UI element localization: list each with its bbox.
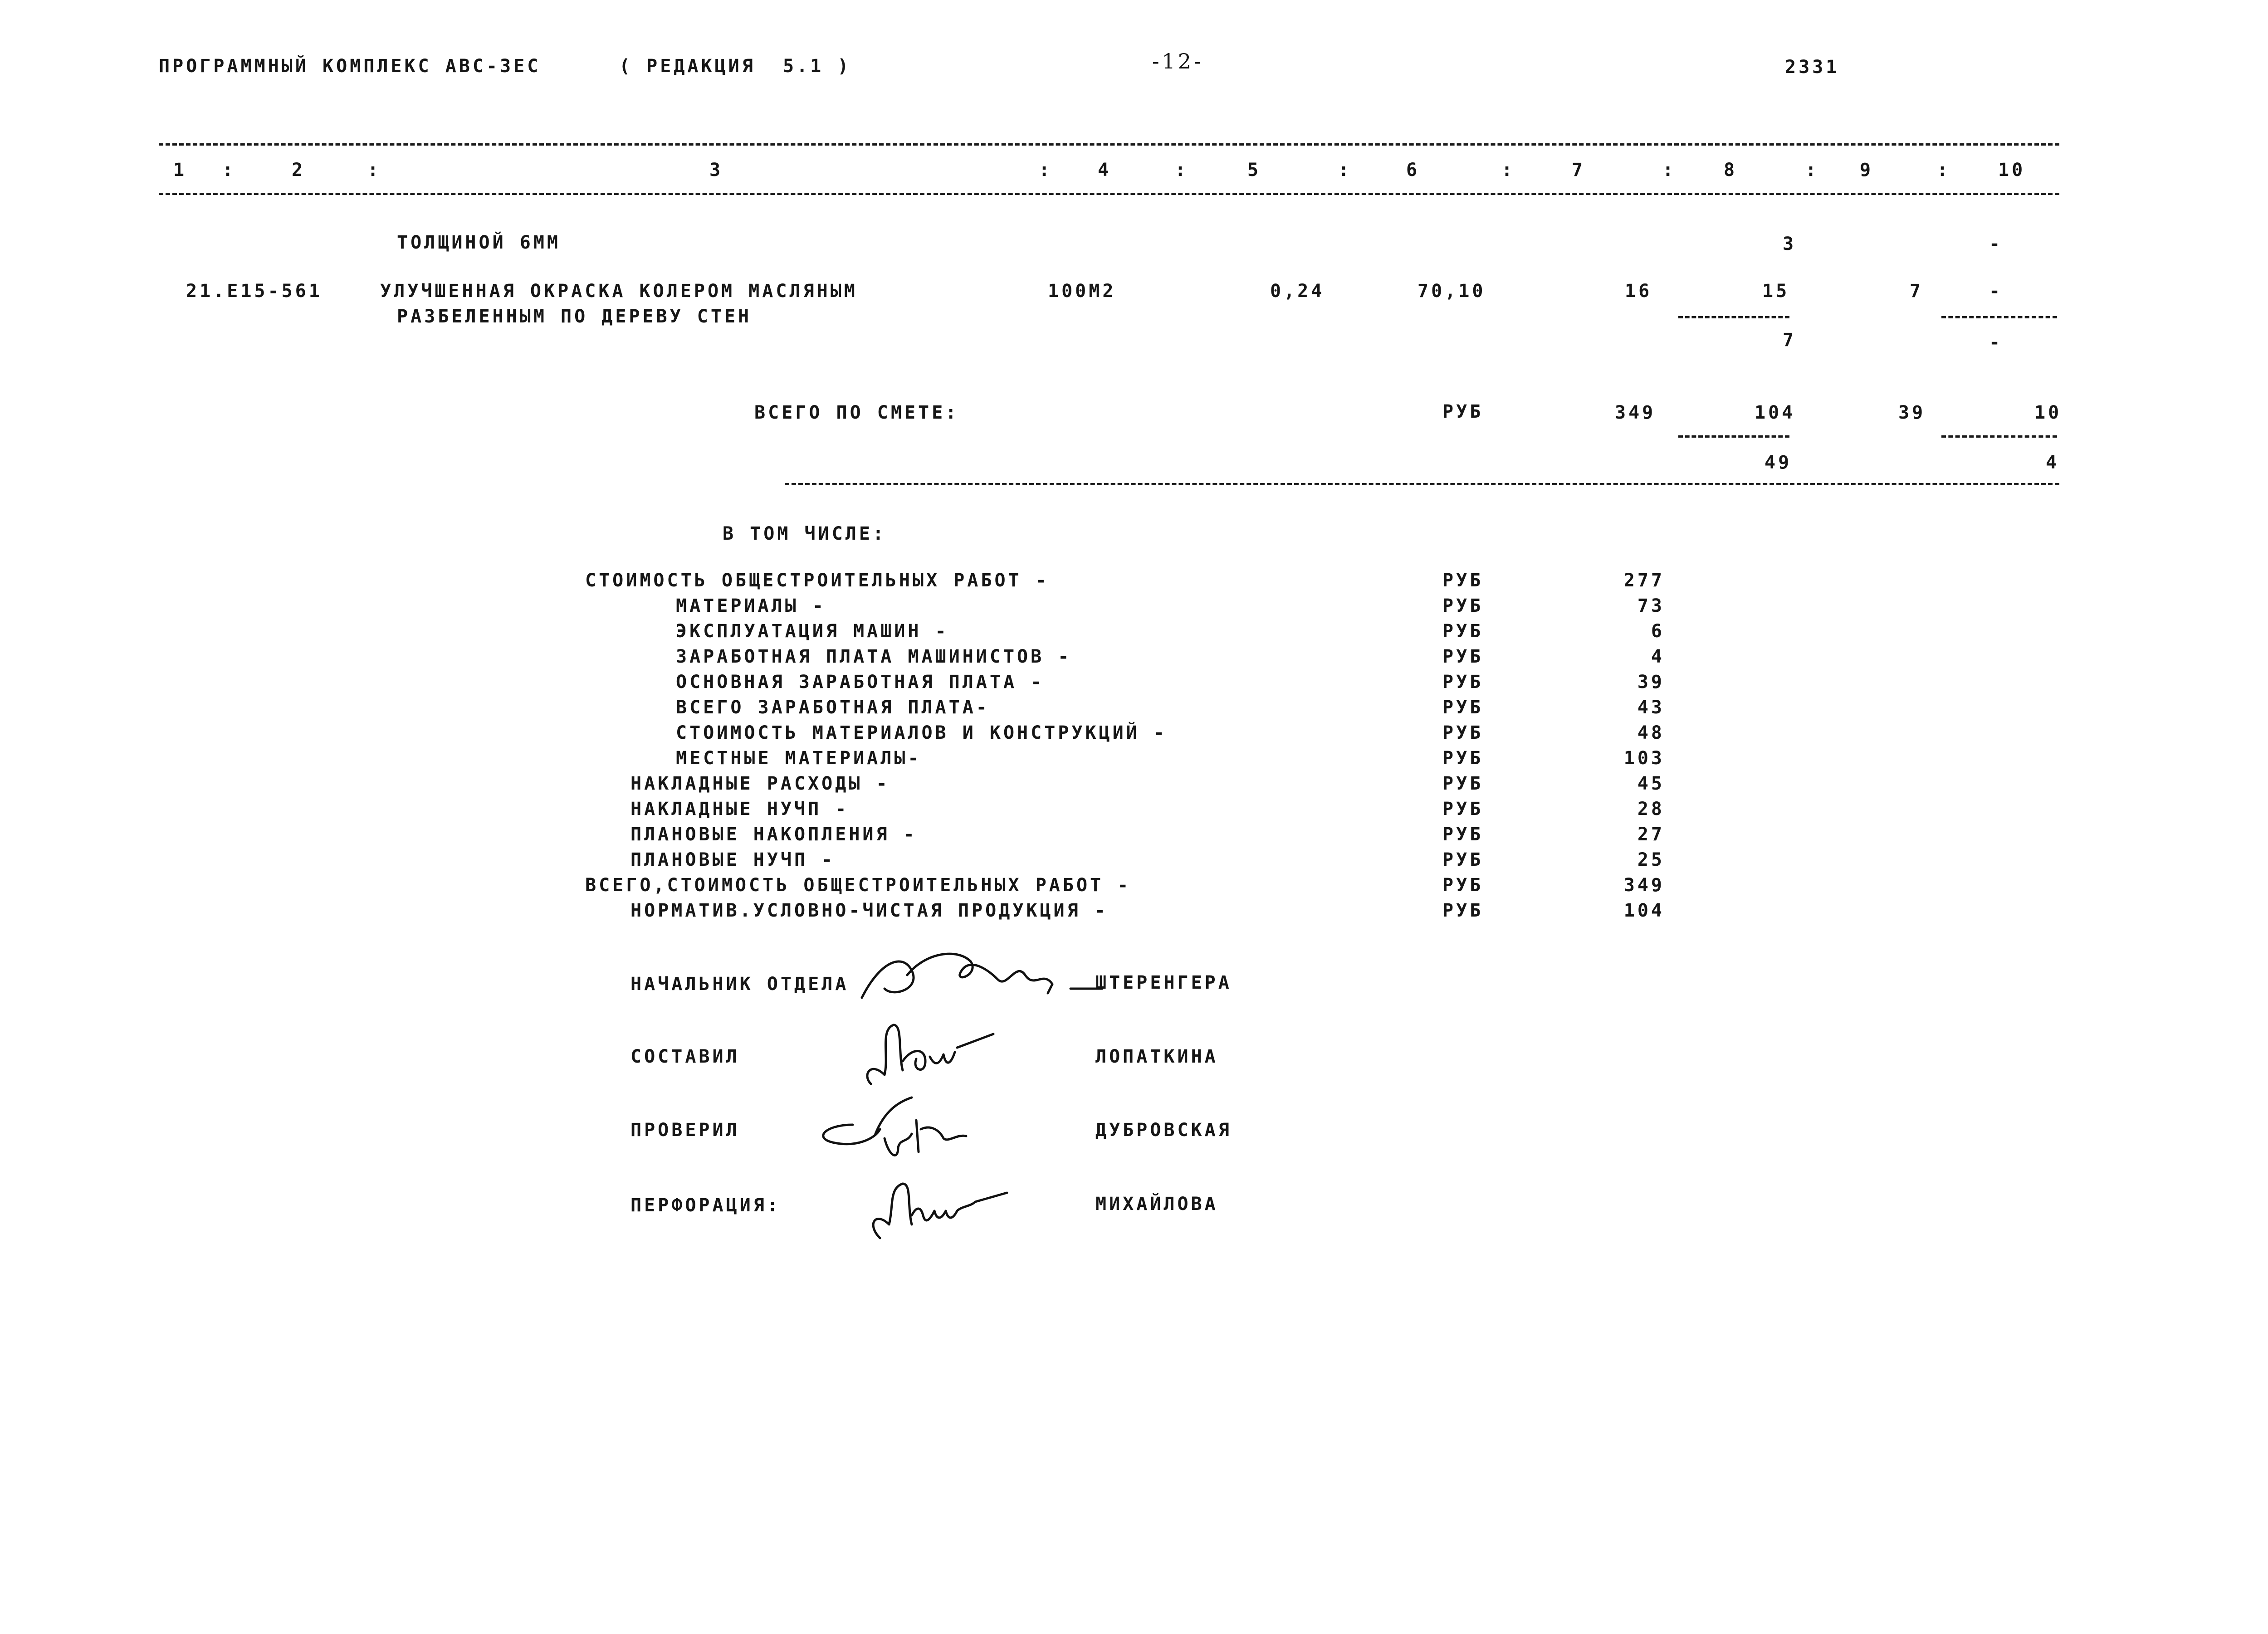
signature-name: ДУБРОВСКАЯ [1095, 1120, 1232, 1141]
breakdown-unit: РУБ [1442, 646, 1484, 667]
breakdown-label: СТОИМОСТЬ МАТЕРИАЛОВ И КОНСТРУКЦИЙ - [676, 722, 1167, 743]
col-1: 1 [173, 160, 187, 180]
row-description: ТОЛЩИНОЙ 6ММ [397, 232, 561, 253]
col-10: 10 [1998, 160, 2026, 180]
col-sep: : [1662, 160, 1677, 180]
subtotal-rule [1678, 316, 1789, 318]
col-sep: : [367, 160, 381, 180]
col-3: 3 [709, 160, 723, 180]
col-2: 2 [292, 160, 306, 180]
cell-unit-price: 70,10 [1418, 281, 1486, 302]
breakdown-value: 39 [1637, 672, 1665, 693]
col-sep: : [1175, 160, 1189, 180]
cell-quantity: 0,24 [1270, 281, 1325, 302]
breakdown-label: ПЛАНОВЫЕ НАКОПЛЕНИЯ - [631, 824, 917, 845]
col-4: 4 [1098, 160, 1112, 180]
breakdown-value: 349 [1623, 875, 1665, 896]
col-sep: : [1338, 160, 1352, 180]
breakdown-unit: РУБ [1442, 722, 1484, 743]
breakdown-value: 103 [1623, 748, 1665, 769]
breakdown-value: 25 [1637, 849, 1665, 870]
breakdown-label: НОРМАТИВ.УСЛОВНО-ЧИСТАЯ ПРОДУКЦИЯ - [631, 900, 1108, 921]
col-7: 7 [1572, 160, 1586, 180]
breakdown-value: 27 [1637, 824, 1665, 845]
col-sep: : [1501, 160, 1515, 180]
breakdown-label: ЗАРАБОТНАЯ ПЛАТА МАШИНИСТОВ - [676, 646, 1072, 667]
edition-label: ( РЕДАКЦИЯ 5.1 ) [619, 56, 851, 77]
row-description-cont: РАЗБЕЛЕННЫМ ПО ДЕРЕВУ СТЕН [397, 306, 752, 327]
total-col-8-sub: 49 [1765, 452, 1792, 473]
cell-col-10-sub: - [1989, 332, 2003, 353]
total-col-7: 349 [1615, 402, 1656, 423]
cell-unit: 100М2 [1048, 281, 1116, 302]
program-title: ПРОГРАММНЫЙ КОМПЛЕКС АВС-3ЕС [159, 56, 541, 77]
breakdown-unit: РУБ [1442, 773, 1484, 794]
breakdown-label: ВСЕГО,СТОИМОСТЬ ОБЩЕСТРОИТЕЛЬНЫХ РАБОТ - [585, 875, 1131, 896]
row-description: УЛУЧШЕННАЯ ОКРАСКА КОЛЕРОМ МАСЛЯНЫМ [380, 281, 858, 302]
col-sep: : [1039, 160, 1053, 180]
subtotal-rule [1678, 435, 1789, 438]
total-unit: РУБ [1442, 401, 1484, 422]
signature-role: ПЕРФОРАЦИЯ: [631, 1195, 781, 1216]
handwritten-signature [862, 1170, 1025, 1247]
breakdown-unit: РУБ [1442, 697, 1484, 718]
breakdown-value: 48 [1637, 722, 1665, 743]
page-number: -12- [1152, 49, 1204, 73]
cell-col-8: 15 [1762, 281, 1790, 302]
breakdown-label: МЕСТНЫЕ МАТЕРИАЛЫ- [676, 748, 922, 769]
breakdown-title: В ТОМ ЧИСЛЕ: [723, 523, 886, 544]
handwritten-signature [853, 1016, 1007, 1097]
breakdown-value: 104 [1623, 900, 1665, 921]
total-label: ВСЕГО ПО СМЕТЕ: [754, 402, 959, 423]
total-bottom-rule [785, 483, 2059, 485]
col-sep: : [222, 160, 236, 180]
cell-col-10: - [1989, 281, 2003, 302]
breakdown-value: 28 [1637, 799, 1665, 819]
breakdown-unit: РУБ [1442, 824, 1484, 845]
subtotal-rule [1941, 316, 2057, 318]
breakdown-unit: РУБ [1442, 799, 1484, 819]
signature-name: ШТЕРЕНГЕРА [1095, 972, 1232, 993]
breakdown-label: НАКЛАДНЫЕ РАСХОДЫ - [631, 773, 890, 794]
handwritten-signature [807, 1093, 998, 1166]
col-sep: : [1805, 160, 1819, 180]
handwritten-signature [853, 943, 1107, 1011]
breakdown-unit: РУБ [1442, 849, 1484, 870]
col-8: 8 [1724, 160, 1738, 180]
breakdown-unit: РУБ [1442, 595, 1484, 616]
breakdown-label: ПЛАНОВЫЕ НУЧП - [631, 849, 836, 870]
breakdown-unit: РУБ [1442, 570, 1484, 591]
breakdown-label: ОСНОВНАЯ ЗАРАБОТНАЯ ПЛАТА - [676, 672, 1045, 693]
total-col-9: 39 [1898, 402, 1926, 423]
breakdown-label: ВСЕГО ЗАРАБОТНАЯ ПЛАТА- [676, 697, 990, 718]
breakdown-value: 73 [1637, 595, 1665, 616]
breakdown-label: ЭКСПЛУАТАЦИЯ МАШИН - [676, 621, 949, 642]
total-col-10-sub: 4 [2046, 452, 2060, 473]
total-col-8: 104 [1755, 402, 1796, 423]
table-top-rule [159, 143, 2059, 146]
breakdown-label: СТОИМОСТЬ ОБЩЕСТРОИТЕЛЬНЫХ РАБОТ - [585, 570, 1049, 591]
col-sep: : [1937, 160, 1951, 180]
breakdown-unit: РУБ [1442, 621, 1484, 642]
breakdown-unit: РУБ [1442, 672, 1484, 693]
document-number: 2331 [1785, 57, 1840, 78]
signature-role: СОСТАВИЛ [631, 1046, 740, 1067]
breakdown-unit: РУБ [1442, 748, 1484, 769]
breakdown-value: 43 [1637, 697, 1665, 718]
col-5: 5 [1247, 160, 1261, 180]
breakdown-unit: РУБ [1442, 900, 1484, 921]
subtotal-rule [1941, 435, 2057, 438]
signature-name: МИХАЙЛОВА [1095, 1194, 1218, 1215]
cell-col-7: 16 [1625, 281, 1652, 302]
cell-col-8-sub: 7 [1783, 330, 1797, 351]
table-header-rule [159, 193, 2059, 195]
cell-col-9: 7 [1910, 281, 1924, 302]
col-6: 6 [1406, 160, 1420, 180]
breakdown-unit: РУБ [1442, 875, 1484, 896]
cell-col-10: - [1989, 234, 2003, 254]
signature-role: ПРОВЕРИЛ [631, 1120, 740, 1141]
breakdown-value: 4 [1651, 646, 1665, 667]
breakdown-value: 6 [1651, 621, 1665, 642]
signature-name: ЛОПАТКИНА [1095, 1046, 1218, 1067]
row-code: 21.Е15-561 [186, 281, 323, 302]
total-col-10: 10 [2034, 402, 2062, 423]
breakdown-value: 45 [1637, 773, 1665, 794]
signature-role: НАЧАЛЬНИК ОТДЕЛА [631, 974, 849, 995]
cell-col-8: 3 [1783, 234, 1797, 254]
col-9: 9 [1860, 160, 1874, 180]
breakdown-value: 277 [1623, 570, 1665, 591]
breakdown-label: НАКЛАДНЫЕ НУЧП - [631, 799, 849, 819]
breakdown-label: МАТЕРИАЛЫ - [676, 595, 826, 616]
